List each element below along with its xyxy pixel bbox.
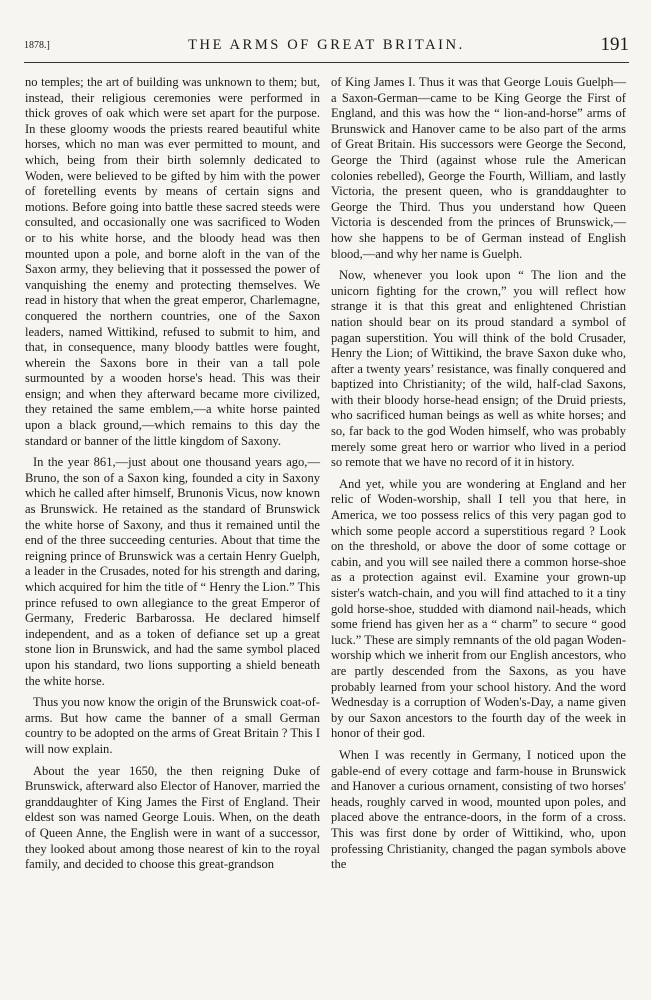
- paragraph: And yet, while you are wondering at England and her relic of Woden-worship, shall I tell you that here, in America, we too possess relics of this very pagan god to which some people accord a superstitious regard ? Look on the threshold, or above the door of some cottage or cabin, and you will see nailed there a common horse-shoe as a protection against evil. Examine your grown-up sister's watch-chain, and you will find attached to it a tiny gold horse-shoe, studded with diamond nail-heads, which some friend has given her as a “ charm” to secure “ good luck.” These are simply remnants of the old pagan Woden-worship which we inherit from our English ancestors, who are partly descended from the Saxons, as you have probably learned from your school history. And the word Wednesday is a corruption of Woden's-Day, a name given by our Saxon ancestors to the fourth day of the week in honor of their god.: [331, 476, 626, 741]
- paragraph: When I was recently in Germany, I noticed upon the gable-end of every cottage and farm-house in Brunswick and Hanover a curious ornament, consisting of two horses' heads, roughly carved in wood, mounted upon poles, and placed above the entrance-doors, in the form of a cross. This was first done by order of Wittikind, who, upon professing Christianity, changed the pagan symbols above the: [331, 747, 626, 872]
- right-column: [331, 75, 626, 879]
- header-title: THE ARMS OF GREAT BRITAIN.: [188, 37, 465, 53]
- paragraph: About the year 1650, the then reigning Duke of Brunswick, afterward also Elector of Hanover, married the granddaughter of King James the First of England. Their eldest son was named George Louis. When, on the death of Queen Anne, the English were in want of a successor, they looked about among those nearest of kin to the royal family, and decided to choose this great-grandson: [25, 763, 320, 872]
- header-year: 1878.]: [24, 40, 50, 51]
- paragraph: of King James I. Thus it was that George Louis Guelph—a Saxon-German—came to be King George the First of England, and this was how the “ lion-and-horse” arms of Brunswick and Hanover came to be also part of the arms of Great Britain. His successors were George the Second, George the Third (against whose rule the American colonies rebelled), George the Fourth, William, and lastly Victoria, the present queen, who is granddaughter to George the Third. Thus you understand how Queen Victoria is descended from the princes of Brunswick,—how she happens to be of German instead of English blood,—and why her name is Guelph.: [331, 75, 626, 261]
- paragraph: no temples; the art of building was unknown to them; but, instead, their religious ceremonies were performed in thick groves of oak which were set apart for the purpose. In these gloomy woods the priests reared beautiful white horses, which no man was ever permitted to mount, and which, being from their birth solemnly dedicated to Woden, were believed to be gifted by him with the power of foretelling events by means of certain signs and motions. Before going into battle these sacred steeds were consulted, and occasionally one was sacrificed to Woden or to his white horse, and the bloody head was then mounted upon a pole, and borne aloft in the van of the Saxon army, they believing that it possessed the power of vanquishing the enemy and protecting themselves. We read in history that when the great emperor, Charlemagne, conquered the northern countries, one of the Saxon leaders, named Wittikind, refused to submit to him, and that, in consequence, many bloody battles were fought, wherein the Saxons bore in their van a tall pole surmounted by a wooden horse's head. This was their ensign; and when they afterward became more civilized, they retained the same emblem,—a white horse painted upon a black ground,—which remains to this day the standard or banner of the little kingdom of Saxony.: [25, 75, 320, 448]
- paragraph: Now, whenever you look upon “ The lion and the unicorn fighting for the crown,” you will reflect how strange it is that this great and enlightened Christian nation should bear on its proud standard a symbol of pagan superstition. You will think of the bold Crusader, Henry the Lion; of Wittikind, the brave Saxon duke who, after a twenty years’ resistance, was finally conquered and baptized into Christianity; of the wild, half-clad Saxons, with their bloody horse-head ensign; of the Druid priests, who sacrificed human beings as well as white horses; and so, far back to the god Woden himself, who was probably merely some great hero or warrior who lived in a period so remote that we have no record of it in history.: [331, 268, 626, 470]
- page-number: 191: [600, 34, 629, 55]
- paragraph: Thus you now know the origin of the Brunswick coat-of-arms. But how came the banner of a small German country to be adopted on the arms of Great Britain ? This I will now explain.: [25, 695, 320, 756]
- paragraph: In the year 861,—just about one thousand years ago,—Bruno, the son of a Saxon king, founded a city in Saxony which he called after himself, Brunonis Vicus, now known as Brunswick. He retained as the standard of Brunswick the white horse of Saxony, and thus it remained until the end of the three succeeding centuries. About that time the reigning prince of Brunswick was a certain Henry Guelph, a leader in the Crusades, noted for his strength and daring, which acquired for him the title of “ Henry the Lion.” This prince refused to own allegiance to the great Emperor of Germany, Frederic Barbarossa. He declared himself independent, and as a token of defiance set up a great stone lion in Brunswick, and had the same symbol placed upon his standard, two lions supporting a shield beneath the white horse.: [25, 455, 320, 688]
- left-column: [25, 75, 320, 879]
- running-header: [24, 36, 629, 63]
